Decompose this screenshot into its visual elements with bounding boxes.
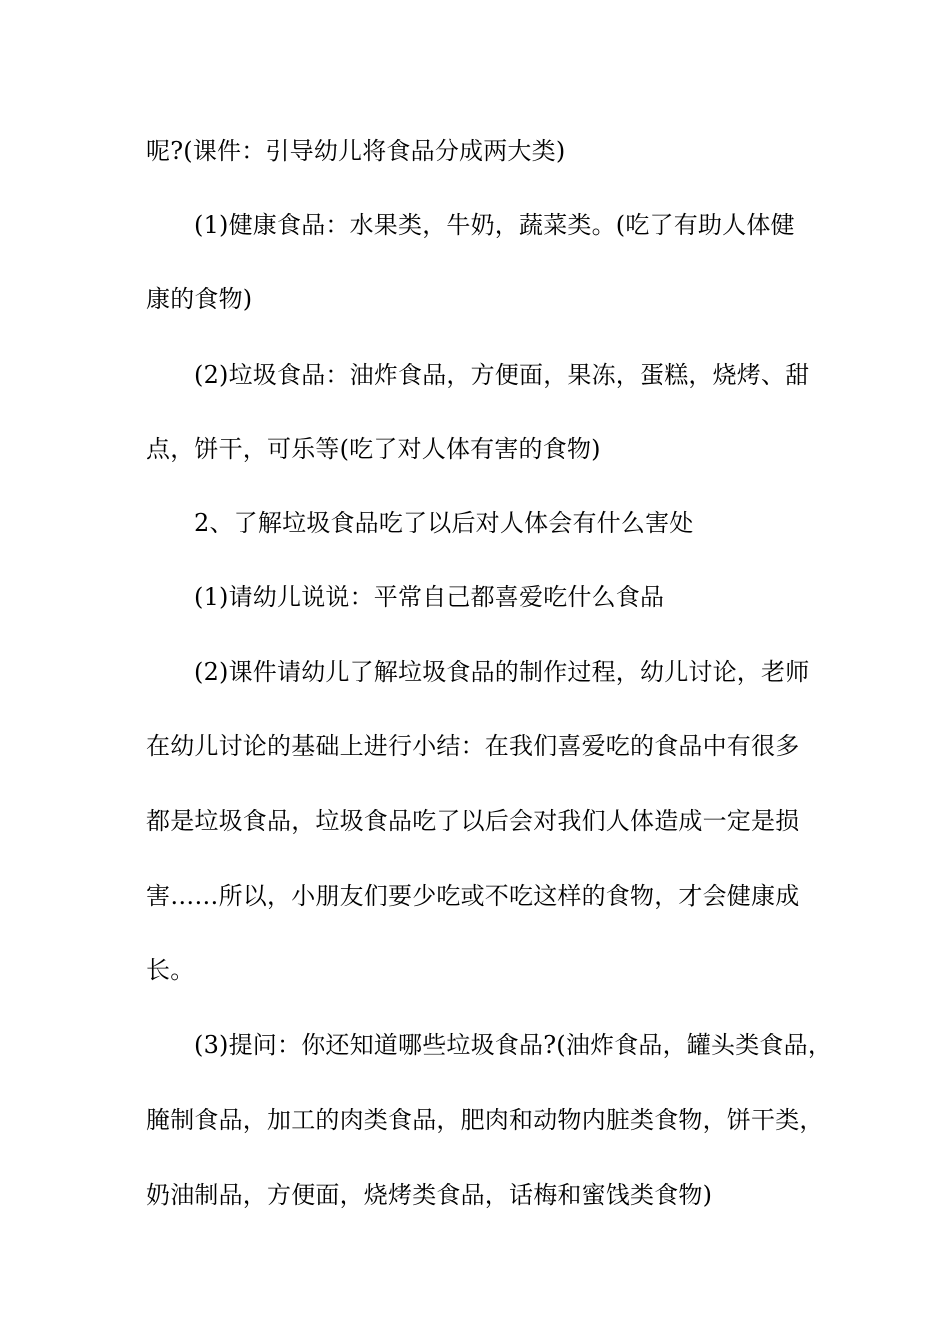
text-line: 康的食物) — [146, 285, 253, 313]
text-line: 在幼儿讨论的基础上进行小结：在我们喜爱吃的食品中有很多 — [146, 732, 800, 760]
text-line: 长。 — [146, 956, 195, 984]
text-line: 呢?(课件：引导幼儿将食品分成两大类) — [146, 137, 566, 165]
text-line: 2、了解垃圾食品吃了以后对人体会有什么害处 — [194, 509, 694, 537]
text-line: (1)健康食品：水果类，牛奶，蔬菜类。(吃了有助人体健 — [194, 211, 795, 239]
text-line: 奶油制品，方便面，烧烤类食品，话梅和蜜饯类食物) — [146, 1181, 713, 1209]
text-line: (2)课件请幼儿了解垃圾食品的制作过程，幼儿讨论，老师 — [194, 658, 810, 686]
text-line: 腌制食品，加工的肉类食品，肥肉和动物内脏类食物，饼干类， — [146, 1106, 824, 1134]
text-line: 都是垃圾食品，垃圾食品吃了以后会对我们人体造成一定是损 — [146, 807, 800, 835]
text-line: (2)垃圾食品：油炸食品，方便面，果冻，蛋糕，烧烤、甜 — [194, 361, 810, 389]
text-line: 害……所以，小朋友们要少吃或不吃这样的食物，才会健康成 — [146, 882, 800, 910]
text-line: (1)请幼儿说说：平常自己都喜爱吃什么食品 — [194, 583, 665, 611]
text-line: (3)提问：你还知道哪些垃圾食品?(油炸食品，罐头类食品， — [194, 1031, 833, 1059]
text-line: 点，饼干，可乐等(吃了对人体有害的食物) — [146, 435, 601, 463]
